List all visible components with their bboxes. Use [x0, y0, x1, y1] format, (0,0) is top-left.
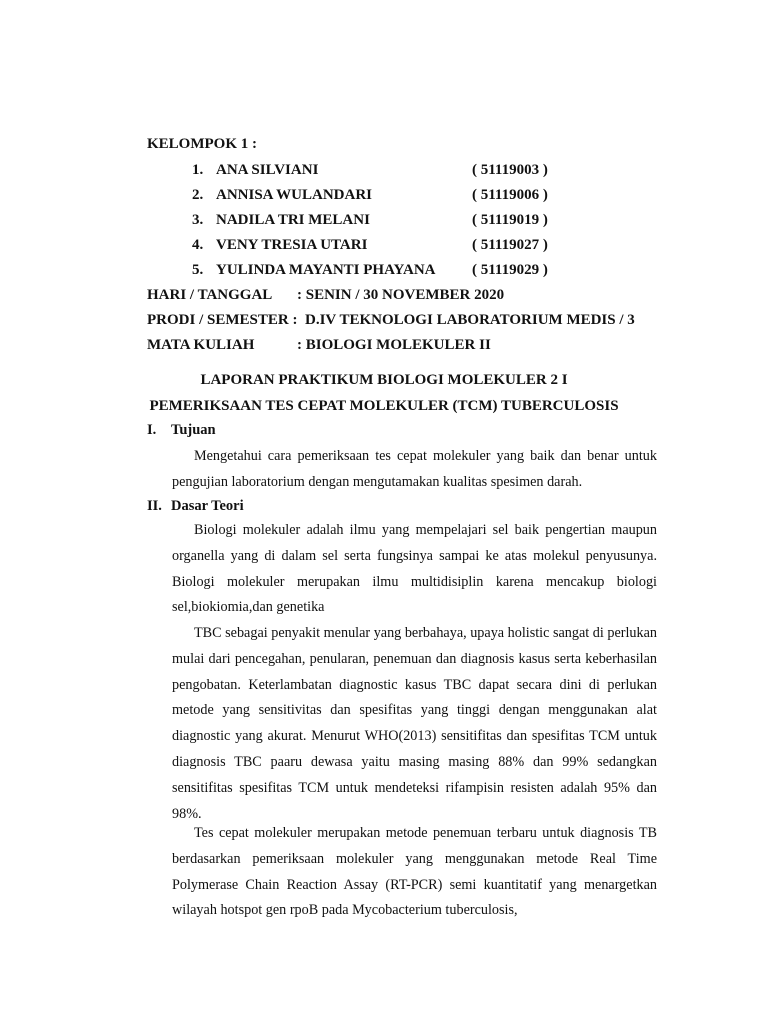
member-id: ( 51119027 ) — [472, 237, 548, 253]
day-value: : SENIN / 30 NOVEMBER 2020 — [297, 287, 505, 303]
prodi-value: D.IV TEKNOLOGI LABORATORIUM MEDIS / 3 — [305, 312, 635, 328]
paragraph-text: Biologi molekuler adalah ilmu yang mempelajari sel baik pengertian maupun organella yang di dalam sel serta fungsinya sampai ke atas molekul penyusunya. Biologi molekuler merupakan ilmu multidisiplin karena mencakup biologi sel,biokiomia,dan genetika — [172, 522, 657, 616]
prodi-label: PRODI / SEMESTER : — [147, 312, 298, 328]
member-name: NADILA TRI MELANI — [216, 212, 370, 228]
member-name: VENY TRESIA UTARI — [216, 237, 368, 253]
member-number: 1. — [192, 162, 204, 178]
member-number: 3. — [192, 212, 204, 228]
paragraph-text: TBC sebagai penyakit menular yang berbahaya, upaya holistic sangat di perlukan mulai dari pencegahan, penularan, penemuan dan diagnosis kasus serta keberhasilan pengobatan. Keterlambatan diagnostic kasus TBC dapat secara dini di perlukan metode yang sensitivitas dan spesifitas yang tinggi dengan menggunakan alat diagnostic yang akurat. Menurut WHO(2013) sensitifitas dan spesifitas TCM untuk diagnosis TBC paaru dewasa yaitu masing masing 88% dan 99% sedangkan sensitifitas spesifitas TCM untuk mendeteksi rifampisin resisten adalah 95% dan 98%. — [172, 625, 657, 822]
group-label: KELOMPOK 1 : — [147, 136, 257, 152]
report-subtitle: PEMERIKSAAN TES CEPAT MOLEKULER (TCM) TUBERCULOSIS — [149, 398, 619, 414]
member-number: 4. — [192, 237, 204, 253]
member-number: 5. — [192, 262, 204, 278]
paragraph-text: Mengetahui cara pemeriksaan tes cepat molekuler yang baik dan benar untuk pengujian laboratorium dengan mengutamakan kualitas spesimen darah. — [172, 448, 657, 490]
dasar-teori-paragraph-3 — [172, 821, 657, 924]
paragraph-text: Tes cepat molekuler merupakan metode penemuan terbaru untuk diagnosis TB berdasarkan pemeriksaan molekuler yang menggunakan metode Real Time Polymerase Chain Reaction Assay (RT-PCR) semi kuantitatif yang menargetkan wilayah hotspot gen rpoB pada Mycobacterium tuberculosis, — [172, 825, 657, 919]
report-title: LAPORAN PRAKTIKUM BIOLOGI MOLEKULER 2 I — [200, 372, 568, 388]
member-name: YULINDA MAYANTI PHAYANA — [216, 262, 436, 278]
member-id: ( 51119003 ) — [472, 162, 548, 178]
member-name: ANA SILVIANI — [216, 162, 319, 178]
member-id: ( 51119029 ) — [472, 262, 548, 278]
member-id: ( 51119006 ) — [472, 187, 548, 203]
section-heading-dasar-teori: Dasar Teori — [171, 498, 244, 514]
member-number: 2. — [192, 187, 204, 203]
tujuan-paragraph — [172, 444, 657, 496]
day-label: HARI / TANGGAL — [147, 287, 273, 303]
member-name: ANNISA WULANDARI — [216, 187, 372, 203]
course-label: MATA KULIAH — [147, 337, 255, 353]
section-number: I. — [147, 422, 157, 438]
course-value: : BIOLOGI MOLEKULER II — [297, 337, 491, 353]
section-number: II. — [147, 498, 162, 514]
member-id: ( 51119019 ) — [472, 212, 548, 228]
dasar-teori-paragraph-1 — [172, 518, 657, 621]
section-heading-tujuan: Tujuan — [171, 422, 216, 438]
dasar-teori-paragraph-2 — [172, 621, 657, 827]
